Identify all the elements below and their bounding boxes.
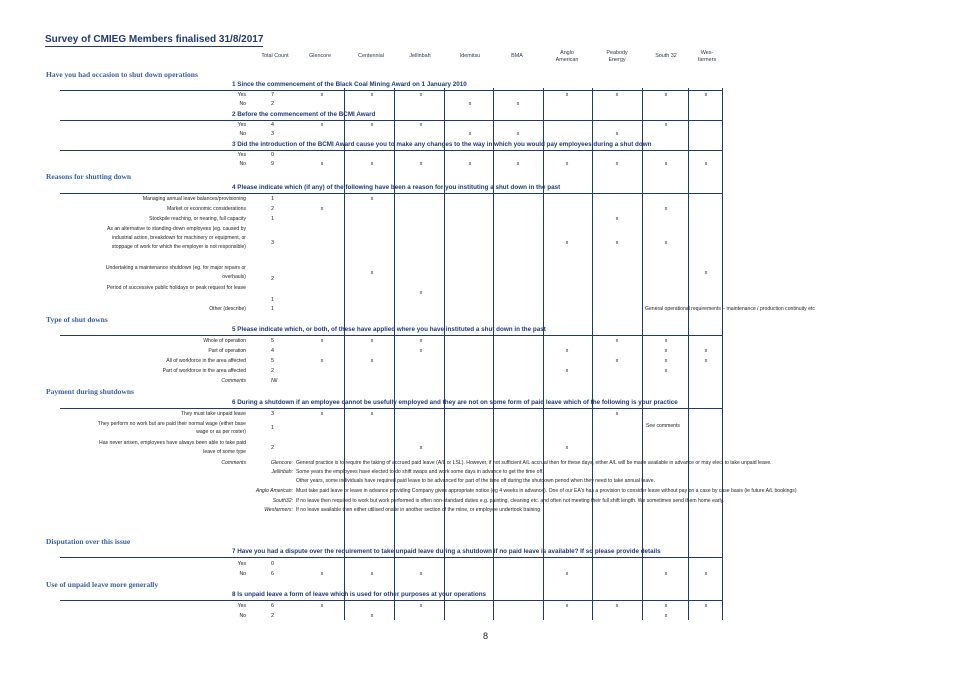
row-line [60, 600, 722, 601]
check-mark: x [370, 122, 374, 128]
check-mark: x [704, 571, 708, 577]
row-count: 7 [271, 92, 274, 98]
check-mark: x [615, 358, 619, 364]
row-label: Yes [237, 603, 246, 609]
col-jellinbah: Jellinbah [409, 53, 431, 59]
divider [592, 88, 593, 620]
check-mark: x [419, 290, 423, 296]
comments-label: Comments [221, 460, 246, 466]
row-count: 5 [271, 358, 274, 364]
check-mark: x [615, 92, 619, 98]
check-mark: x [615, 216, 619, 222]
check-mark: x [419, 603, 423, 609]
check-mark: x [370, 92, 374, 98]
check-mark: x [320, 411, 324, 417]
row-label: No [239, 571, 246, 577]
check-mark: x [419, 571, 423, 577]
row-label: Period of successive public holidays or peak request for leave [106, 285, 246, 291]
check-mark: x [615, 131, 619, 137]
comment-company: Anglo American: [255, 488, 293, 494]
comment-text: Must take paid leave or leave in advance providing Company gives appropriate notice (eg 4 weeks in advance). One of our EA's has a provision to consider leave without pay on a case by case basis (ie future A/L bookings) [296, 488, 797, 494]
check-mark: x [664, 338, 668, 344]
row-count: 6 [271, 603, 274, 609]
check-mark: x [664, 348, 668, 354]
row-count: 2 [271, 206, 274, 212]
check-mark: x [516, 161, 520, 167]
check-mark: x [704, 348, 708, 354]
row-label: As an alternative to standing-down employees (eg. caused by [106, 226, 246, 232]
check-mark: x [704, 270, 708, 276]
row-count: 5 [271, 338, 274, 344]
row-label: No [239, 161, 246, 167]
question-6: 6 During a shutdown if an employee cannot be usefully employed and they are not on some form of paid leave which of the following is your practice [232, 399, 678, 406]
row-label: Yes [237, 122, 246, 128]
check-mark: x [419, 348, 423, 354]
row-count: 3 [271, 411, 274, 417]
row-line [60, 335, 722, 336]
check-mark: x [664, 122, 668, 128]
check-mark: x [615, 161, 619, 167]
divider [444, 88, 445, 620]
col-anglo-american: Anglo American [555, 50, 579, 63]
row-label: Part of operation [208, 348, 246, 354]
divider [642, 88, 643, 620]
section-unpaid-leave: Use of unpaid leave more generally [46, 580, 159, 589]
check-mark: x [664, 92, 668, 98]
row-line [60, 90, 722, 91]
row-label: wage or as per roster) [196, 429, 246, 435]
check-mark: x [565, 240, 569, 246]
row-label: Stockpile reaching, or nearing, full capacity [149, 216, 246, 222]
row-count: 1 [271, 425, 274, 431]
question-4: 4 Please indicate which (if any) of the following have been a reason for you instituting a shut down in the past [232, 184, 561, 191]
check-mark: x [320, 206, 324, 212]
row-count: 1 [271, 196, 274, 202]
row-label: Undertaking a maintenance shutdown (eg. for major repairs or [105, 265, 246, 271]
check-mark: x [419, 161, 423, 167]
row-count: 6 [271, 571, 274, 577]
divider [344, 88, 345, 620]
row-label: leave of some type [203, 449, 246, 455]
comment-company: South32: [272, 498, 293, 504]
col-idemitsu: Idemitsu [459, 53, 481, 59]
col-centennial: Centennial [358, 53, 384, 59]
check-mark: x [565, 161, 569, 167]
question-7: 7 Have you had a dispute over the requirement to take unpaid leave during a shutdown if no paid leave is available? If so please provide details [232, 548, 661, 555]
row-label: industrial action, breakdown for machinery or equipment, or [112, 235, 246, 241]
check-mark: x [370, 613, 374, 619]
question-5: 5 Please indicate which, or both, of these have applied where you have instituted a shut down in the past [232, 326, 546, 333]
row-count: 2 [271, 368, 274, 374]
row-count: 2 [271, 276, 274, 282]
question-3: 3 Did the introduction of the BCMI Award cause you to make any changes to the way in which you would pay employees during a shut down [232, 141, 652, 148]
check-mark: x [516, 101, 520, 107]
comments-label: Comments [221, 378, 246, 384]
comment-company: Glencore: [270, 460, 293, 466]
check-mark: x [565, 571, 569, 577]
check-mark: x [565, 348, 569, 354]
row-line [60, 408, 722, 409]
see-comments-note: See comments [646, 423, 680, 429]
row-count: 0 [271, 561, 274, 567]
col-total-count: Total Count [261, 53, 289, 59]
row-count: 1 [271, 297, 274, 303]
divider [688, 88, 689, 620]
row-count: 0 [271, 152, 274, 158]
check-mark: x [468, 101, 472, 107]
check-mark: x [664, 358, 668, 364]
comment-text: Some years the employees have elected to do shift swaps and work some days in advance to get the time off. [296, 469, 544, 475]
divider [722, 88, 723, 620]
section-disputation: Disputation over this issue [46, 537, 131, 546]
section-shut-down-operations: Have you had occasion to shut down operations [46, 70, 198, 79]
row-count: 3 [271, 131, 274, 137]
question-2: 2 Before the commencement of the BCMI Award [232, 111, 376, 118]
col-glencore: Glencore [309, 53, 331, 59]
check-mark: x [615, 338, 619, 344]
comment-company: Wesfarmers: [264, 507, 293, 513]
row-label: Has never arisen, employees have always been able to take paid [99, 440, 246, 446]
row-label: They perform no work but are paid their normal wage (either base [97, 421, 246, 427]
check-mark: x [664, 240, 668, 246]
check-mark: x [664, 161, 668, 167]
section-reasons: Reasons for shutting down [46, 172, 132, 181]
row-label: overhauls) [222, 274, 246, 280]
check-mark: x [704, 161, 708, 167]
row-line [60, 150, 722, 151]
divider [543, 88, 544, 620]
row-label: Part of workforce in the area affected [162, 368, 246, 374]
comment-text: If no leave available then either utilised onsite in another section of the mine, or employee undertook training [296, 507, 541, 513]
check-mark: x [419, 122, 423, 128]
check-mark: x [370, 270, 374, 276]
check-mark: x [615, 603, 619, 609]
check-mark: x [419, 338, 423, 344]
row-count: 3 [271, 240, 274, 246]
row-label: Yes [237, 92, 246, 98]
check-mark: x [370, 358, 374, 364]
check-mark: x [516, 131, 520, 137]
row-count: 1 [271, 306, 274, 312]
row-label: Whole of operation [203, 338, 246, 344]
check-mark: x [664, 206, 668, 212]
check-mark: x [370, 161, 374, 167]
divider [493, 88, 494, 620]
row-count: 2 [271, 613, 274, 619]
check-mark: x [419, 445, 423, 451]
section-payment: Payment during shutdowns [46, 387, 134, 396]
col-wesfarmers: Wes- farmers [697, 50, 717, 63]
comment-company: Jellinbah: [271, 469, 293, 475]
check-mark: x [370, 411, 374, 417]
check-mark: x [704, 603, 708, 609]
check-mark: x [320, 161, 324, 167]
row-label: stoppage of work for which the employer is not responsible) [111, 244, 246, 250]
check-mark: x [565, 603, 569, 609]
check-mark: x [664, 613, 668, 619]
question-1: 1 Since the commencement of the Black Coal Mining Award on 1 January 2010 [232, 81, 467, 88]
row-label: Managing annual leave balances/provisioning [142, 196, 246, 202]
check-mark: x [565, 368, 569, 374]
comment-text: Other years, some individuals have required paid leave to be advanced for part of the time off during the shutdown period when they need to take annual leave. [296, 478, 655, 484]
row-line [60, 557, 722, 558]
row-label: All of workforce in the area affected [166, 358, 246, 364]
check-mark: x [468, 131, 472, 137]
check-mark: x [615, 411, 619, 417]
check-mark: x [370, 196, 374, 202]
row-count: 2 [271, 445, 274, 451]
page-number: 8 [483, 631, 489, 641]
check-mark: x [370, 571, 374, 577]
page-title: Survey of CMIEG Members finalised 31/8/2017 [45, 34, 264, 45]
row-label: No [239, 613, 246, 619]
row-label: No [239, 101, 246, 107]
divider [394, 88, 395, 620]
row-count: 4 [271, 348, 274, 354]
check-mark: x [704, 92, 708, 98]
other-note: General operational requirements – maintenance / production continuity etc [645, 306, 815, 312]
check-mark: x [370, 338, 374, 344]
row-line [60, 120, 722, 121]
row-label: Yes [237, 152, 246, 158]
comment-text: General practice is to require the taking of accrued paid leave (A/L or LSL). However, if not sufficient A/L accrual then for these days, either A/L will be made available in advance or may elect to take unpaid leave. [296, 460, 772, 466]
row-label: They must take unpaid leave [180, 411, 246, 417]
col-bma: BMA [511, 53, 523, 59]
check-mark: x [320, 122, 324, 128]
row-label: Yes [237, 561, 246, 567]
check-mark: x [419, 92, 423, 98]
row-label: Market or economic considerations [167, 206, 246, 212]
row-count: 2 [271, 101, 274, 107]
comment-text: If no leave then required to work but work performed is often non-standard duties e.g. painting, cleaning etc. and often not meeting their full shift length. We sometimes send them home early. [296, 498, 725, 504]
row-count: 4 [271, 122, 274, 128]
row-line [60, 193, 722, 194]
check-mark: x [615, 240, 619, 246]
question-8: 8 Is unpaid leave a form of leave which is used for other purposes at your operations [232, 591, 487, 598]
comments-value: Nil [271, 378, 278, 384]
check-mark: x [664, 603, 668, 609]
section-type-of-shut-downs: Type of shut downs [46, 315, 108, 324]
check-mark: x [320, 603, 324, 609]
check-mark: x [468, 161, 472, 167]
check-mark: x [565, 92, 569, 98]
row-label: Other (describe) [209, 306, 246, 312]
check-mark: x [704, 358, 708, 364]
check-mark: x [320, 338, 324, 344]
col-peabody-energy: Peabody Energy [606, 50, 628, 63]
row-count: 9 [271, 161, 274, 167]
check-mark: x [320, 92, 324, 98]
check-mark: x [664, 571, 668, 577]
row-label: No [239, 131, 246, 137]
check-mark: x [565, 445, 569, 451]
row-count: 1 [271, 216, 274, 222]
check-mark: x [320, 358, 324, 364]
check-mark: x [320, 571, 324, 577]
check-mark: x [664, 368, 668, 374]
col-south32: South 32 [655, 53, 677, 59]
